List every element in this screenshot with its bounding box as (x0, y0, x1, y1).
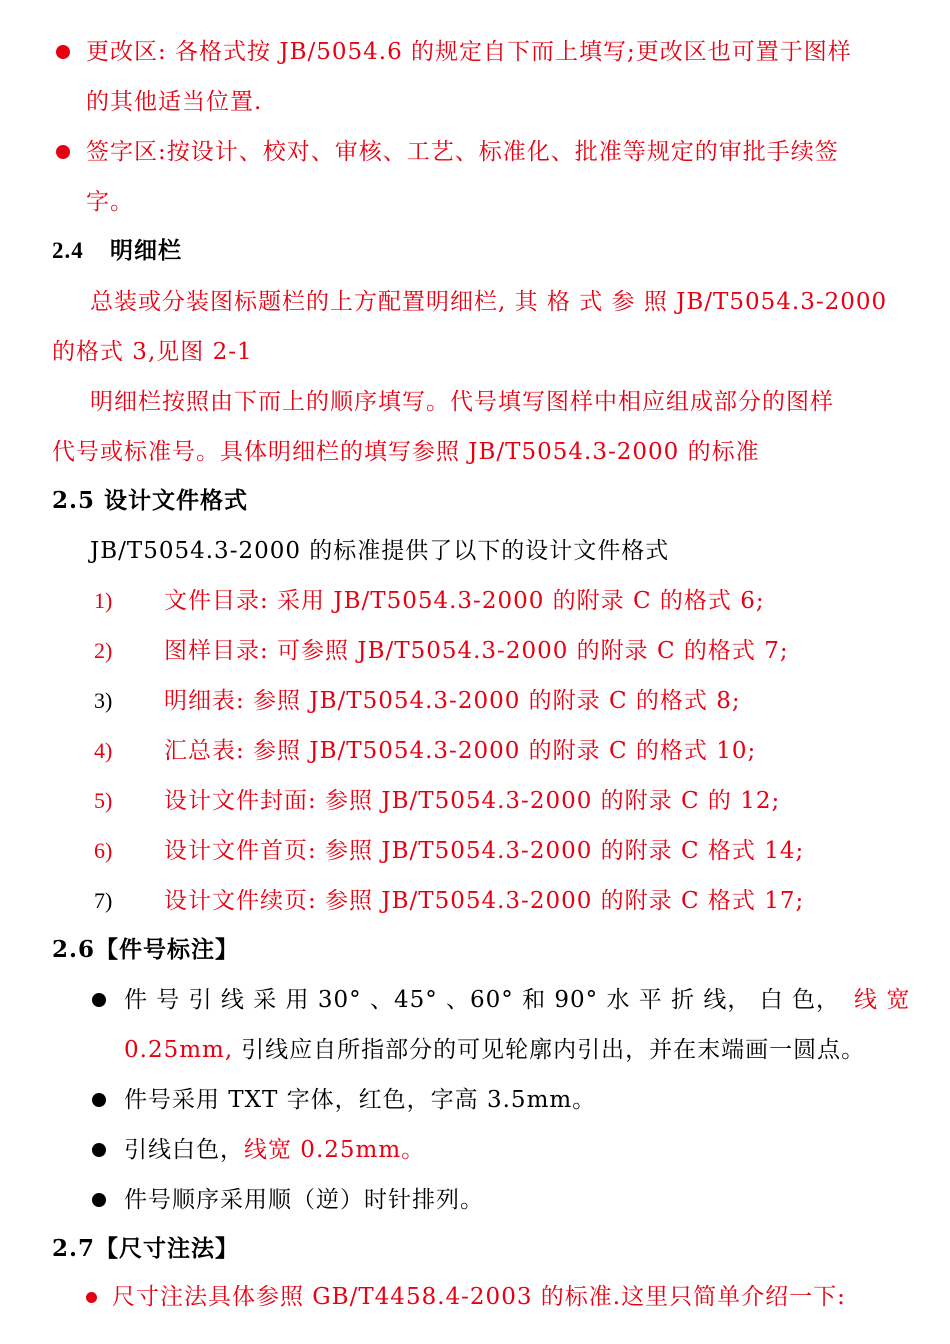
line-width-label: 线 宽 (854, 987, 911, 1013)
bullet-dot-icon (56, 45, 70, 59)
list-item-number: 6) (94, 838, 113, 863)
list-item-number: 1) (94, 588, 113, 613)
section-heading-2-4-number: 2.4 (52, 238, 84, 263)
paragraph-sign-zone-line2: 字。 (86, 189, 134, 215)
paragraph-leader-line-rule-line1 (124, 985, 910, 1015)
line-width-value: 0.25mm, (124, 1037, 234, 1063)
paragraph-part-number-order: 件号顺序采用顺（逆）时针排列。 (124, 1187, 484, 1213)
leader-line-rule-text: 件 号 引 线 采 用 30° 、45° 、60° 和 90° 水 平 折 线， 白 色， (124, 987, 841, 1013)
paragraph-detail-column-line2: 的格式 3,见图 2-1 (52, 339, 253, 365)
list-item-number: 5) (94, 788, 113, 813)
bullet-dot-icon (92, 1193, 106, 1207)
list-item-number: 7) (94, 888, 113, 913)
bullet-dot-icon (92, 993, 106, 1007)
list-item-text: 明细表: 参照 JB/T5054.3-2000 的附录 C 的格式 8; (164, 688, 741, 714)
list-item-text: 设计文件首页: 参照 JB/T5054.3-2000 的附录 C 格式 14; (164, 838, 805, 864)
list-item-text: 设计文件封面: 参照 JB/T5054.3-2000 的附录 C 的 12; (164, 788, 781, 814)
section-heading-2-7: 2.7【尺寸注法】 (52, 1235, 240, 1262)
paragraph-sign-zone-line1: 签字区:按设计、校对、审核、工艺、标准化、批准等规定的审批手续签 (86, 139, 839, 165)
list-item-number: 2) (94, 638, 113, 663)
paragraph-fill-order-line2: 代号或标准号。具体明细栏的填写参照 JB/T5054.3-2000 的标准 (52, 439, 760, 465)
paragraph-detail-column-line1: 总装或分装图标题栏的上方配置明细栏, 其 格 式 参 照 JB/T5054.3-2000 (90, 289, 888, 315)
list-item-text: 图样目录: 可参照 JB/T5054.3-2000 的附录 C 的格式 7; (164, 638, 789, 664)
section-heading-2-5: 2.5 设计文件格式 (52, 487, 249, 514)
bullet-dot-icon (92, 1143, 106, 1157)
section-heading-2-6: 2.6【件号标注】 (52, 936, 240, 963)
list-item-text: 文件目录: 采用 JB/T5054.3-2000 的附录 C 的格式 6; (164, 588, 765, 614)
paragraph-change-zone-line1: 更改区: 各格式按 JB/5054.6 的规定自下而上填写;更改区也可置于图样 (86, 39, 852, 65)
bullet-dot-icon (86, 1292, 97, 1303)
paragraph-design-file-intro: JB/T5054.3-2000 的标准提供了以下的设计文件格式 (90, 538, 670, 564)
paragraph-fill-order-line1: 明细栏按照由下而上的顺序填写。代号填写图样中相应组成部分的图样 (90, 389, 834, 415)
paragraph-leader-color (124, 1135, 425, 1165)
paragraph-change-zone-line2: 的其他适当位置. (86, 89, 263, 115)
list-item-text: 汇总表: 参照 JB/T5054.3-2000 的附录 C 的格式 10; (164, 738, 757, 764)
bullet-dot-icon (92, 1093, 106, 1107)
leader-width-text: 线宽 0.25mm。 (244, 1137, 426, 1163)
paragraph-dimension-method: 尺寸注法具体参照 GB/T4458.4-2003 的标准.这里只简单介绍一下: (112, 1284, 846, 1310)
bullet-dot-icon (56, 145, 70, 159)
list-item-text: 设计文件续页: 参照 JB/T5054.3-2000 的附录 C 格式 17; (164, 888, 805, 914)
paragraph-part-number-font: 件号采用 TXT 字体，红色，字高 3.5mm。 (124, 1087, 597, 1113)
list-item-number: 3) (94, 688, 113, 713)
paragraph-leader-line-rule-line2 (124, 1035, 865, 1065)
list-item-number: 4) (94, 738, 113, 763)
leader-line-rule-text-cont: 引线应自所指部分的可见轮廓内引出，并在末端画一圆点。 (241, 1037, 866, 1063)
leader-color-text: 引线白色， (124, 1137, 244, 1163)
section-heading-2-4-title: 明细栏 (110, 237, 182, 264)
